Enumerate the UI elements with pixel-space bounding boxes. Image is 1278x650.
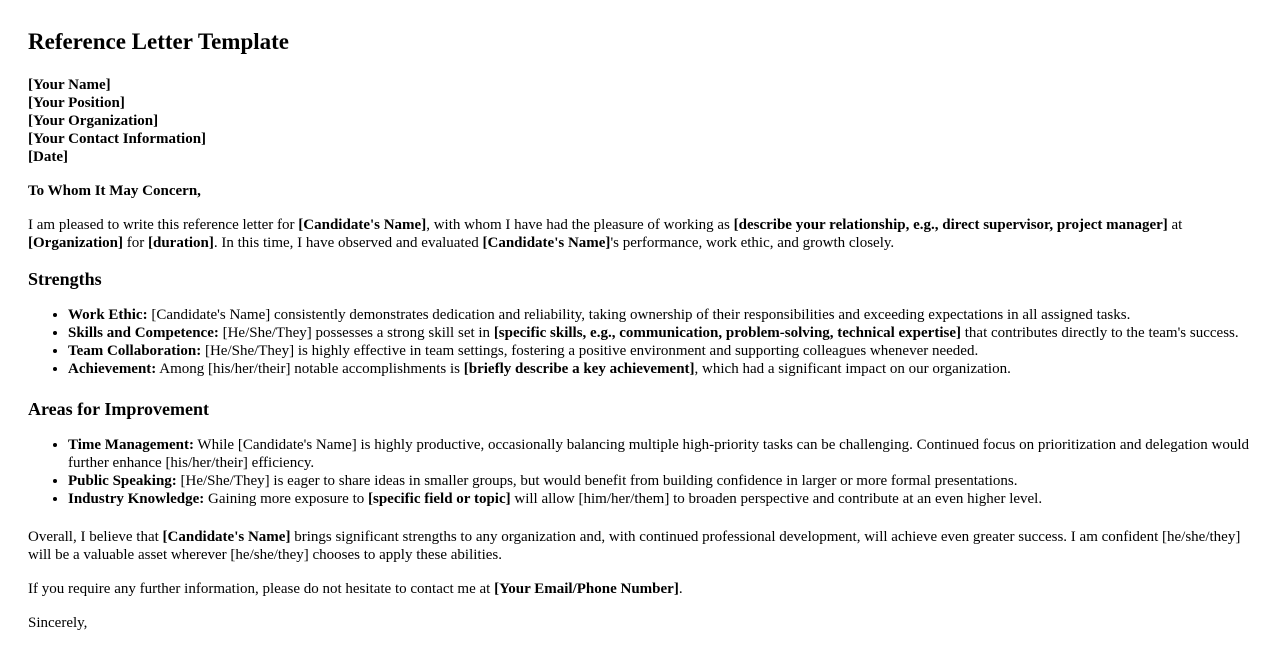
intro-text: for	[123, 235, 148, 251]
list-item	[68, 436, 1258, 472]
item-label: Public Speaking:	[68, 473, 177, 489]
overall-candidate-placeholder: [Candidate's Name]	[162, 529, 291, 545]
strengths-list	[28, 306, 1258, 378]
intro-text: , with whom I have had the pleasure of working as	[426, 217, 734, 233]
improvement-heading: Areas for Improvement	[28, 399, 209, 419]
item-text: Gaining more exposure to	[204, 491, 368, 507]
letter-document	[28, 0, 1258, 648]
item-text: will allow [him/her/them] to broaden perspective and contribute at an even higher level.	[510, 491, 1043, 507]
intro-candidate-placeholder: [Candidate's Name]	[298, 217, 427, 233]
sender-date: [Date]	[28, 149, 68, 165]
sender-position: [Your Position]	[28, 95, 125, 111]
intro-text: I am pleased to write this reference letter for	[28, 217, 299, 233]
item-text: While [Candidate's Name] is highly productive, occasionally balancing multiple high-priority tasks can be challenging. Continued focus on prioritization and delegation would further enhance [his/her/their] efficiency.	[68, 437, 1250, 471]
overall-text: Overall, I believe that	[28, 529, 163, 545]
page-title: Reference Letter Template	[28, 29, 289, 54]
item-label: Team Collaboration:	[68, 343, 202, 359]
sender-name: [Your Name]	[28, 77, 111, 93]
contact-text: If you require any further information, please do not hesitate to contact me at	[28, 581, 495, 597]
list-item	[68, 490, 1258, 508]
item-text: Among [his/her/their] notable accomplishments is	[156, 361, 464, 377]
item-label: Industry Knowledge:	[68, 491, 205, 507]
intro-text: . In this time, I have observed and evaluated	[213, 235, 483, 251]
skills-placeholder: [specific skills, e.g., communication, problem-solving, technical expertise]	[493, 325, 961, 341]
item-text: [Candidate's Name] consistently demonstrates dedication and reliability, taking ownership of their responsibilities and exceeding expectations in all assigned tasks.	[147, 307, 1131, 323]
intro-text: 's performance, work ethic, and growth closely.	[610, 235, 895, 251]
achievement-placeholder: [briefly describe a key achievement]	[463, 361, 695, 377]
item-text: [He/She/They] is eager to share ideas in smaller groups, but would benefit from building confidence in larger or more formal presentations.	[176, 473, 1018, 489]
item-text: , which had a significant impact on our organization.	[694, 361, 1011, 377]
field-placeholder: [specific field or topic]	[368, 491, 511, 507]
item-label: Work Ethic:	[68, 307, 148, 323]
sender-block	[28, 76, 1258, 166]
overall-text: brings significant strengths to any organization and, with continued professional development, will achieve even greater success. I am confident [he/she/they] will be a valuable asset wherever [he/she/they] chooses to apply these abilities.	[28, 529, 1241, 563]
item-text: [He/She/They] is highly effective in team settings, fostering a positive environment and supporting colleagues whenever needed.	[201, 343, 979, 359]
intro-paragraph	[28, 216, 1258, 252]
item-text: that contributes directly to the team's success.	[961, 325, 1239, 341]
salutation: To Whom It May Concern,	[28, 183, 201, 199]
list-item	[68, 306, 1258, 324]
intro-text: at	[1167, 217, 1183, 233]
list-item	[68, 360, 1258, 378]
intro-relationship-placeholder: [describe your relationship, e.g., direct supervisor, project manager]	[733, 217, 1168, 233]
intro-candidate-placeholder: [Candidate's Name]	[482, 235, 611, 251]
item-label: Achievement:	[68, 361, 157, 377]
item-label: Time Management:	[68, 437, 194, 453]
sender-organization: [Your Organization]	[28, 113, 159, 129]
list-item	[68, 472, 1258, 490]
overall-paragraph	[28, 528, 1258, 564]
item-text: [He/She/They] possesses a strong skill set in	[218, 325, 494, 341]
list-item	[68, 324, 1258, 342]
intro-duration-placeholder: [duration]	[148, 235, 214, 251]
improvement-list	[28, 436, 1258, 508]
contact-placeholder: [Your Email/Phone Number]	[494, 581, 679, 597]
intro-organization-placeholder: [Organization]	[28, 235, 123, 251]
contact-text: .	[678, 581, 683, 597]
closing: Sincerely,	[28, 615, 88, 631]
strengths-heading: Strengths	[28, 269, 102, 289]
list-item	[68, 342, 1258, 360]
sender-contact: [Your Contact Information]	[28, 131, 207, 147]
item-label: Skills and Competence:	[68, 325, 219, 341]
contact-paragraph	[28, 580, 1258, 598]
